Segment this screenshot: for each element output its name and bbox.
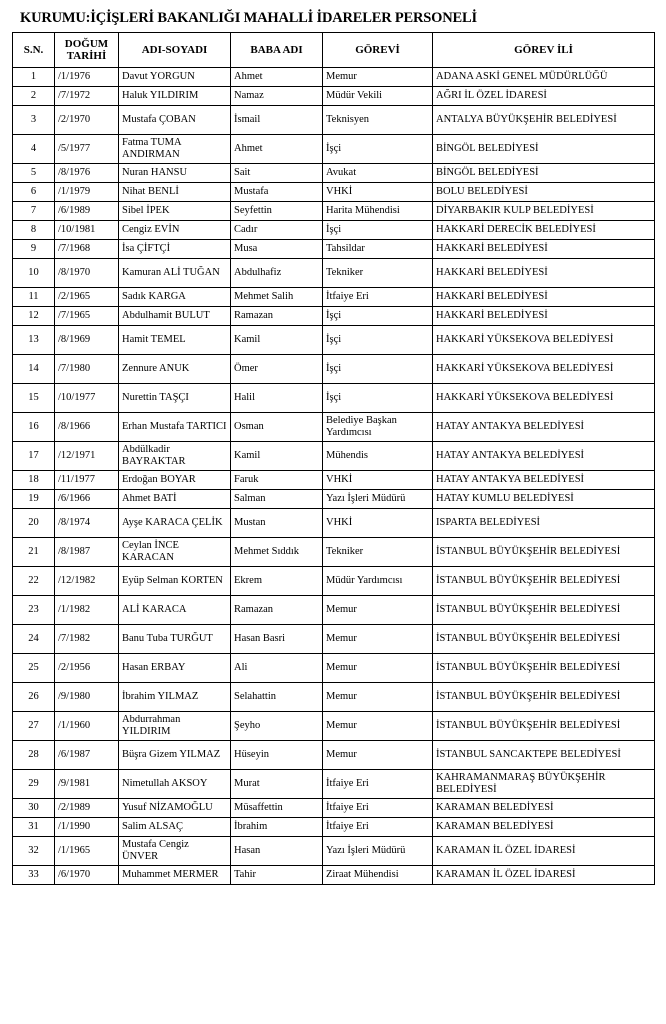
cell-birthdate: /6/1987 (55, 741, 119, 770)
column-header-birthdate-line2: TARİHİ (66, 50, 107, 62)
table-row (13, 490, 655, 509)
cell-sn: 28 (13, 741, 55, 770)
cell-birthdate: /2/1965 (55, 288, 119, 307)
cell-father: Müsaffettin (231, 799, 323, 818)
cell-duty: Memur (323, 68, 433, 87)
cell-sn: 33 (13, 866, 55, 885)
cell-father: Murat (231, 770, 323, 799)
cell-name: Ahmet BATİ (119, 490, 231, 509)
cell-duty: Memur (323, 625, 433, 654)
cell-sn: 8 (13, 221, 55, 240)
cell-birthdate: /9/1980 (55, 683, 119, 712)
page-title: KURUMU:İÇİŞLERİ BAKANLIĞI MAHALLİ İDARELER PERSONELİ (20, 10, 477, 26)
cell-father: Mustan (231, 509, 323, 538)
cell-province: BİNGÖL BELEDİYESİ (433, 164, 655, 183)
cell-duty: VHKİ (323, 509, 433, 538)
table-row (13, 87, 655, 106)
cell-province: İSTANBUL BÜYÜKŞEHİR BELEDİYESİ (433, 538, 655, 567)
cell-birthdate: /5/1977 (55, 135, 119, 164)
cell-sn: 19 (13, 490, 55, 509)
cell-sn: 7 (13, 202, 55, 221)
cell-name: Eyüp Selman KORTEN (119, 567, 231, 596)
cell-sn: 22 (13, 567, 55, 596)
cell-name: Kamuran ALİ TUĞAN (119, 259, 231, 288)
cell-father: Hasan Basri (231, 625, 323, 654)
cell-duty: Avukat (323, 164, 433, 183)
cell-sn: 17 (13, 442, 55, 471)
table-row (13, 654, 655, 683)
cell-birthdate: /11/1977 (55, 471, 119, 490)
cell-province: HAKKARİ DERECİK BELEDİYESİ (433, 221, 655, 240)
cell-duty: İşçi (323, 326, 433, 355)
cell-province: İSTANBUL BÜYÜKŞEHİR BELEDİYESİ (433, 625, 655, 654)
cell-sn: 23 (13, 596, 55, 625)
cell-province: İSTANBUL BÜYÜKŞEHİR BELEDİYESİ (433, 654, 655, 683)
cell-sn: 31 (13, 818, 55, 837)
cell-name: Cengiz EVİN (119, 221, 231, 240)
cell-name: Nuran HANSU (119, 164, 231, 183)
cell-name: Hamit TEMEL (119, 326, 231, 355)
table-row (13, 471, 655, 490)
cell-name: Abdülkadir BAYRAKTAR (119, 442, 231, 471)
table-row (13, 837, 655, 866)
cell-sn: 32 (13, 837, 55, 866)
table-row (13, 183, 655, 202)
cell-duty: İşçi (323, 355, 433, 384)
cell-father: Sait (231, 164, 323, 183)
cell-name: Haluk YILDIRIM (119, 87, 231, 106)
cell-sn: 12 (13, 307, 55, 326)
cell-name: Mustafa ÇOBAN (119, 106, 231, 135)
cell-name: Davut YORGUN (119, 68, 231, 87)
table-body (13, 68, 655, 885)
cell-sn: 16 (13, 413, 55, 442)
column-header-birthdate-line1: DOĞUM (64, 37, 109, 50)
cell-birthdate: /7/1968 (55, 240, 119, 259)
cell-sn: 10 (13, 259, 55, 288)
cell-father: Ömer (231, 355, 323, 384)
cell-duty: İşçi (323, 135, 433, 164)
cell-name: Muhammet MERMER (119, 866, 231, 885)
cell-sn: 24 (13, 625, 55, 654)
column-header-birthdate (55, 33, 119, 68)
table-row (13, 68, 655, 87)
cell-sn: 21 (13, 538, 55, 567)
cell-sn: 18 (13, 471, 55, 490)
cell-name: Büşra Gizem YILMAZ (119, 741, 231, 770)
table-row (13, 567, 655, 596)
cell-province: HAKKARİ BELEDİYESİ (433, 259, 655, 288)
cell-duty: Harita Mühendisi (323, 202, 433, 221)
cell-father: Musa (231, 240, 323, 259)
cell-duty: İtfaiye Eri (323, 818, 433, 837)
cell-father: Ahmet (231, 135, 323, 164)
table-row (13, 683, 655, 712)
table-row (13, 202, 655, 221)
cell-father: İbrahim (231, 818, 323, 837)
table-row (13, 712, 655, 741)
table-row (13, 625, 655, 654)
cell-name: Abdurrahman YILDIRIM (119, 712, 231, 741)
cell-father: Osman (231, 413, 323, 442)
cell-sn: 9 (13, 240, 55, 259)
table-row (13, 442, 655, 471)
cell-father: Hasan (231, 837, 323, 866)
cell-name: Zennure ANUK (119, 355, 231, 384)
cell-birthdate: /7/1965 (55, 307, 119, 326)
cell-province: HATAY ANTAKYA BELEDİYESİ (433, 471, 655, 490)
cell-name: Erhan Mustafa TARTICI (119, 413, 231, 442)
cell-province: KARAMAN BELEDİYESİ (433, 799, 655, 818)
cell-duty: Memur (323, 712, 433, 741)
table-row (13, 221, 655, 240)
cell-duty: Tekniker (323, 538, 433, 567)
cell-province: İSTANBUL SANCAKTEPE BELEDİYESİ (433, 741, 655, 770)
table-row (13, 259, 655, 288)
cell-birthdate: /6/1970 (55, 866, 119, 885)
cell-birthdate: /1/1976 (55, 68, 119, 87)
cell-birthdate: /8/1987 (55, 538, 119, 567)
cell-name: İsa ÇİFTÇİ (119, 240, 231, 259)
cell-father: Tahir (231, 866, 323, 885)
cell-province: ADANA ASKİ GENEL MÜDÜRLÜĞÜ (433, 68, 655, 87)
cell-sn: 5 (13, 164, 55, 183)
cell-province: ANTALYA BÜYÜKŞEHİR BELEDİYESİ (433, 106, 655, 135)
cell-province: İSTANBUL BÜYÜKŞEHİR BELEDİYESİ (433, 683, 655, 712)
cell-birthdate: /10/1977 (55, 384, 119, 413)
cell-father: Faruk (231, 471, 323, 490)
cell-province: ISPARTA BELEDİYESİ (433, 509, 655, 538)
cell-father: Kamil (231, 326, 323, 355)
personnel-table (12, 32, 655, 885)
cell-province: HAKKARİ YÜKSEKOVA BELEDİYESİ (433, 355, 655, 384)
cell-birthdate: /8/1966 (55, 413, 119, 442)
cell-birthdate: /1/1979 (55, 183, 119, 202)
cell-duty: Müdür Vekili (323, 87, 433, 106)
cell-sn: 6 (13, 183, 55, 202)
cell-birthdate: /9/1981 (55, 770, 119, 799)
cell-father: Kamil (231, 442, 323, 471)
column-header-name: ADI-SOYADI (119, 33, 231, 68)
cell-birthdate: /12/1971 (55, 442, 119, 471)
cell-birthdate: /2/1970 (55, 106, 119, 135)
column-header-sn: S.N. (13, 33, 55, 68)
cell-father: Hüseyin (231, 741, 323, 770)
cell-birthdate: /12/1982 (55, 567, 119, 596)
cell-name: Nimetullah AKSOY (119, 770, 231, 799)
cell-province: HATAY ANTAKYA BELEDİYESİ (433, 442, 655, 471)
cell-province: HAKKARİ BELEDİYESİ (433, 288, 655, 307)
cell-province: HAKKARİ BELEDİYESİ (433, 307, 655, 326)
cell-province: KARAMAN İL ÖZEL İDARESİ (433, 866, 655, 885)
cell-province: AĞRI İL ÖZEL İDARESİ (433, 87, 655, 106)
cell-duty: İtfaiye Eri (323, 770, 433, 799)
table-row (13, 413, 655, 442)
cell-duty: Memur (323, 741, 433, 770)
cell-sn: 27 (13, 712, 55, 741)
cell-birthdate: /2/1989 (55, 799, 119, 818)
cell-name: Banu Tuba TURĞUT (119, 625, 231, 654)
cell-sn: 3 (13, 106, 55, 135)
cell-province: BİNGÖL BELEDİYESİ (433, 135, 655, 164)
cell-name: Erdoğan BOYAR (119, 471, 231, 490)
cell-province: KARAMAN BELEDİYESİ (433, 818, 655, 837)
cell-name: ALİ KARACA (119, 596, 231, 625)
cell-province: İSTANBUL BÜYÜKŞEHİR BELEDİYESİ (433, 712, 655, 741)
cell-father: Ali (231, 654, 323, 683)
column-header-duty: GÖREVİ (323, 33, 433, 68)
cell-province: İSTANBUL BÜYÜKŞEHİR BELEDİYESİ (433, 596, 655, 625)
cell-duty: İşçi (323, 221, 433, 240)
cell-province: HAKKARİ BELEDİYESİ (433, 240, 655, 259)
cell-father: Salman (231, 490, 323, 509)
cell-father: Ramazan (231, 307, 323, 326)
cell-duty: VHKİ (323, 183, 433, 202)
cell-duty: Müdür Yardımcısı (323, 567, 433, 596)
cell-province: DİYARBAKIR KULP BELEDİYESİ (433, 202, 655, 221)
table-row (13, 288, 655, 307)
table-row (13, 355, 655, 384)
cell-birthdate: /10/1981 (55, 221, 119, 240)
cell-duty: Yazı İşleri Müdürü (323, 490, 433, 509)
cell-father: İsmail (231, 106, 323, 135)
table-row (13, 384, 655, 413)
table-row (13, 741, 655, 770)
cell-sn: 13 (13, 326, 55, 355)
cell-province: İSTANBUL BÜYÜKŞEHİR BELEDİYESİ (433, 567, 655, 596)
table-row (13, 770, 655, 799)
cell-sn: 25 (13, 654, 55, 683)
cell-duty: Belediye Başkan Yardımcısı (323, 413, 433, 442)
table-row (13, 818, 655, 837)
cell-birthdate: /8/1974 (55, 509, 119, 538)
cell-duty: Ziraat Mühendisi (323, 866, 433, 885)
cell-father: Mehmet Salih (231, 288, 323, 307)
cell-duty: Tahsildar (323, 240, 433, 259)
table-row (13, 135, 655, 164)
cell-name: Fatma TUMA ANDIRMAN (119, 135, 231, 164)
cell-father: Abdulhafiz (231, 259, 323, 288)
cell-name: Ceylan İNCE KARACAN (119, 538, 231, 567)
cell-duty: Memur (323, 654, 433, 683)
cell-father: Namaz (231, 87, 323, 106)
cell-province: HATAY ANTAKYA BELEDİYESİ (433, 413, 655, 442)
cell-sn: 2 (13, 87, 55, 106)
cell-duty: İşçi (323, 307, 433, 326)
cell-sn: 26 (13, 683, 55, 712)
cell-province: KAHRAMANMARAŞ BÜYÜKŞEHİR BELEDİYESİ (433, 770, 655, 799)
cell-province: HAKKARİ YÜKSEKOVA BELEDİYESİ (433, 384, 655, 413)
column-header-province: GÖREV İLİ (433, 33, 655, 68)
cell-father: Halil (231, 384, 323, 413)
table-row (13, 307, 655, 326)
cell-province: BOLU BELEDİYESİ (433, 183, 655, 202)
cell-sn: 30 (13, 799, 55, 818)
cell-name: Yusuf NİZAMOĞLU (119, 799, 231, 818)
cell-sn: 11 (13, 288, 55, 307)
cell-duty: VHKİ (323, 471, 433, 490)
cell-birthdate: /7/1972 (55, 87, 119, 106)
cell-duty: İtfaiye Eri (323, 288, 433, 307)
cell-father: Ramazan (231, 596, 323, 625)
cell-birthdate: /1/1960 (55, 712, 119, 741)
table-row (13, 538, 655, 567)
cell-birthdate: /1/1965 (55, 837, 119, 866)
cell-father: Şeyho (231, 712, 323, 741)
cell-province: HATAY KUMLU BELEDİYESİ (433, 490, 655, 509)
cell-father: Cadır (231, 221, 323, 240)
cell-sn: 4 (13, 135, 55, 164)
cell-duty: İşçi (323, 384, 433, 413)
cell-duty: Yazı İşleri Müdürü (323, 837, 433, 866)
cell-birthdate: /7/1980 (55, 355, 119, 384)
cell-sn: 20 (13, 509, 55, 538)
cell-name: Hasan ERBAY (119, 654, 231, 683)
cell-father: Ahmet (231, 68, 323, 87)
cell-father: Mustafa (231, 183, 323, 202)
table-row (13, 240, 655, 259)
cell-birthdate: /1/1982 (55, 596, 119, 625)
cell-father: Seyfettin (231, 202, 323, 221)
table-row (13, 106, 655, 135)
cell-birthdate: /8/1976 (55, 164, 119, 183)
cell-duty: İtfaiye Eri (323, 799, 433, 818)
cell-name: Salim ALSAÇ (119, 818, 231, 837)
cell-father: Selahattin (231, 683, 323, 712)
cell-duty: Memur (323, 683, 433, 712)
table-row (13, 866, 655, 885)
column-header-father: BABA ADI (231, 33, 323, 68)
cell-duty: Tekniker (323, 259, 433, 288)
table-row (13, 799, 655, 818)
cell-name: Ayşe KARACA ÇELİK (119, 509, 231, 538)
cell-province: KARAMAN İL ÖZEL İDARESİ (433, 837, 655, 866)
cell-sn: 14 (13, 355, 55, 384)
cell-name: İbrahim YILMAZ (119, 683, 231, 712)
table-header (13, 33, 655, 68)
cell-sn: 15 (13, 384, 55, 413)
cell-duty: Teknisyen (323, 106, 433, 135)
cell-sn: 1 (13, 68, 55, 87)
cell-province: HAKKARİ YÜKSEKOVA BELEDİYESİ (433, 326, 655, 355)
cell-birthdate: /6/1989 (55, 202, 119, 221)
cell-birthdate: /8/1969 (55, 326, 119, 355)
cell-birthdate: /8/1970 (55, 259, 119, 288)
cell-birthdate: /7/1982 (55, 625, 119, 654)
cell-name: Mustafa Cengiz ÜNVER (119, 837, 231, 866)
cell-name: Nihat BENLİ (119, 183, 231, 202)
cell-duty: Memur (323, 596, 433, 625)
cell-name: Sibel İPEK (119, 202, 231, 221)
table-row (13, 164, 655, 183)
cell-name: Abdulhamit BULUT (119, 307, 231, 326)
table-row (13, 509, 655, 538)
cell-sn: 29 (13, 770, 55, 799)
cell-father: Ekrem (231, 567, 323, 596)
cell-name: Nurettin TAŞÇI (119, 384, 231, 413)
cell-duty: Mühendis (323, 442, 433, 471)
table-header-row (13, 33, 655, 68)
cell-birthdate: /2/1956 (55, 654, 119, 683)
cell-father: Mehmet Sıddık (231, 538, 323, 567)
cell-name: Sadık KARGA (119, 288, 231, 307)
table-row (13, 596, 655, 625)
cell-birthdate: /1/1990 (55, 818, 119, 837)
cell-birthdate: /6/1966 (55, 490, 119, 509)
table-row (13, 326, 655, 355)
